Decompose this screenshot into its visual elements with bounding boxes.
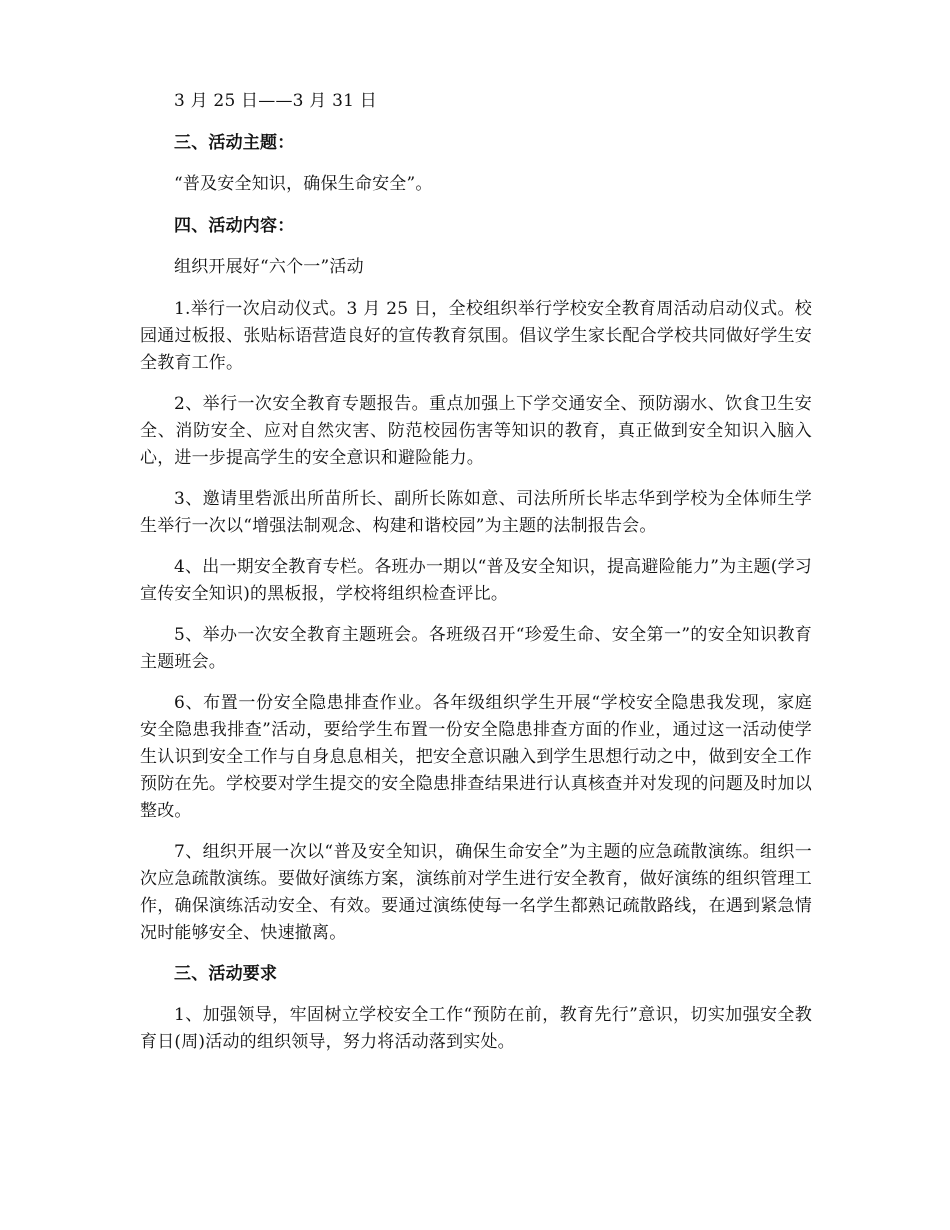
content-item-1: 1.举行一次启动仪式。3 月 25 日，全校组织举行学校安全教育周活动启动仪式。校园通过板报、张贴标语营造良好的宣传教育氛围。倡议学生家长配合学校共同做好学生安全教育工作。 (140, 299, 812, 373)
content-item-5: 5、举办一次安全教育主题班会。各班级召开“珍爱生命、安全第一”的安全知识教育主题班会。 (140, 625, 812, 672)
requirement-item-1: 1、加强领导，牢固树立学校安全工作“预防在前，教育先行”意识，切实加强安全教育日(周)活动的组织领导，努力将活动落到实处。 (140, 1005, 812, 1052)
content-item-6: 6、布置一份安全隐患排查作业。各年级组织学生开展“学校安全隐患我发现，家庭安全隐患我排查”活动，要给学生布置一份安全隐患排查方面的作业，通过这一活动使学生认识到安全工作与自身息息相关，把安全意识融入到学生思想行动之中，做到安全工作预防在先。学校要对学生提交的安全隐患排查结果进行认真核查并对发现的问题及时加以整改。 (140, 693, 812, 821)
date-range: 3 月 25 日——3 月 31 日 (174, 91, 377, 111)
theme-text: “普及安全知识，确保生命安全”。 (174, 174, 433, 194)
section-heading-content: 四、活动内容： (174, 216, 295, 236)
content-item-7: 7、组织开展一次以“普及安全知识，确保生命安全”为主题的应急疏散演练。组织一次应急疏散演练。要做好演练方案，演练前对学生进行安全教育，做好演练的组织管理工作，确保演练活动安全、有效。要通过演练使每一名学生都熟记疏散路线，在遇到紧急情况时能够安全、快速撤离。 (140, 842, 812, 943)
content-item-3: 3、邀请里砦派出所苗所长、副所长陈如意、司法所所长毕志华到学校为全体师生学生举行一次以“增强法制观念、构建和谐校园”为主题的法制报告会。 (140, 489, 812, 536)
document-page (140, 88, 812, 1070)
section-heading-theme: 三、活动主题： (174, 133, 295, 153)
content-intro: 组织开展好“六个一”活动 (174, 257, 364, 277)
content-item-2: 2、举行一次安全教育专题报告。重点加强上下学交通安全、预防溺水、饮食卫生安全、消防安全、应对自然灾害、防范校园伤害等知识的教育，真正做到安全知识入脑入心，进一步提高学生的安全意识和避险能力。 (140, 394, 812, 468)
section-heading-requirements: 三、活动要求 (174, 964, 278, 984)
content-item-4: 4、出一期安全教育专栏。各班办一期以“普及安全知识，提高避险能力”为主题(学习宣传安全知识)的黑板报，学校将组织检查评比。 (140, 557, 812, 604)
